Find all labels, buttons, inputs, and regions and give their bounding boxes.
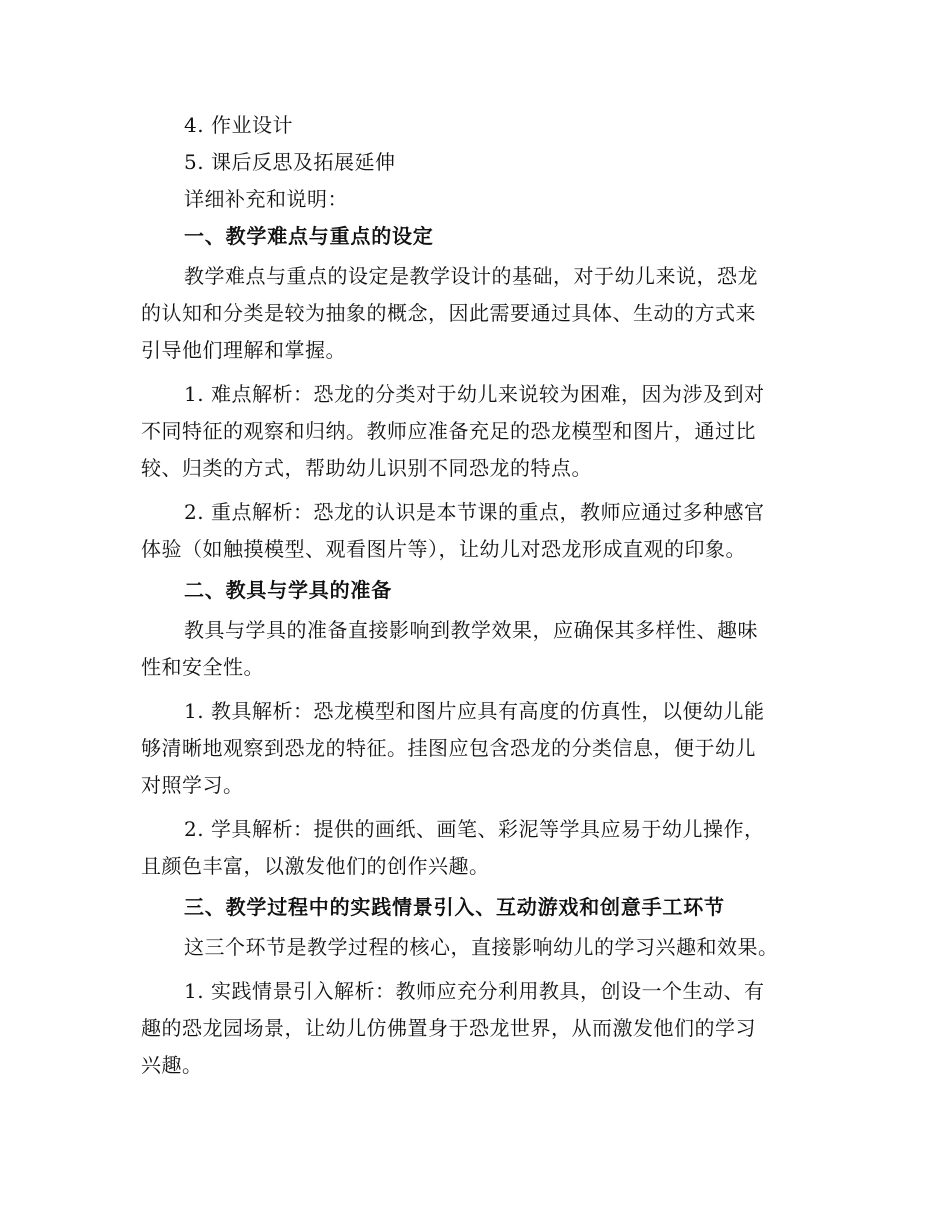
section-heading-2: 二、教具与学具的准备 xyxy=(184,578,392,602)
paragraph-line: 且颜色丰富，以激发他们的创作兴趣。 xyxy=(141,854,490,878)
paragraph-section3-intro xyxy=(141,929,806,966)
paragraph-line: 2. 重点解析：恐龙的认识是本节课的重点，教师应通过多种感官 xyxy=(184,500,765,524)
paragraph-line: 教学难点与重点的设定是教学设计的基础，对于幼儿来说，恐龙 xyxy=(184,264,758,288)
paragraph-line: 趣的恐龙园场景，让幼儿仿佛置身于恐龙世界，从而激发他们的学习 xyxy=(141,1016,756,1040)
list-item-reflection: 5. 课后反思及拓展延伸 xyxy=(184,150,396,174)
paragraph-line: 够清晰地观察到恐龙的特征。挂图应包含恐龙的分类信息，便于幼儿 xyxy=(141,736,756,760)
document-body xyxy=(141,110,806,1091)
paragraph-line: 1. 实践情景引入解析：教师应充分利用教具，创设一个生动、有 xyxy=(184,979,765,1003)
paragraph-line: 2. 学具解析：提供的画纸、画笔、彩泥等学具应易于幼儿操作， xyxy=(184,817,765,841)
intro-line: 详细补充和说明： xyxy=(184,187,348,211)
section-heading-1: 一、教学难点与重点的设定 xyxy=(184,224,434,248)
paragraph-line: 1. 难点解析：恐龙的分类对于幼儿来说较为困难，因为涉及到对 xyxy=(184,382,765,406)
paragraph-section1-intro xyxy=(141,258,806,369)
paragraph-learning-tools xyxy=(141,811,806,885)
paragraph-line: 教具与学具的准备直接影响到教学效果，应确保其多样性、趣味 xyxy=(184,618,758,642)
paragraph-difficulty xyxy=(141,376,806,487)
paragraph-line: 的认知和分类是较为抽象的概念，因此需要通过具体、生动的方式来 xyxy=(141,301,756,325)
paragraph-line: 较、归类的方式，帮助幼儿识别不同恐龙的特点。 xyxy=(141,456,592,480)
paragraph-line: 体验（如触摸模型、观看图片等），让幼儿对恐龙形成直观的印象。 xyxy=(141,537,746,561)
paragraph-line: 这三个环节是教学过程的核心，直接影响幼儿的学习兴趣和效果。 xyxy=(184,935,779,959)
paragraph-scenario-intro xyxy=(141,973,806,1084)
paragraph-line: 引导他们理解和掌握。 xyxy=(141,338,346,362)
paragraph-line: 不同特征的观察和归纳。教师应准备充足的恐龙模型和图片，通过比 xyxy=(141,419,756,443)
paragraph-line: 性和安全性。 xyxy=(141,655,264,679)
paragraph-key-point xyxy=(141,494,806,568)
paragraph-teaching-aids xyxy=(141,693,806,804)
section-heading-3: 三、教学过程中的实践情景引入、互动游戏和创意手工环节 xyxy=(184,895,725,919)
list-item-homework: 4. 作业设计 xyxy=(184,113,293,137)
paragraph-line: 兴趣。 xyxy=(141,1053,203,1077)
paragraph-line: 1. 教具解析：恐龙模型和图片应具有高度的仿真性，以便幼儿能 xyxy=(184,699,765,723)
paragraph-section2-intro xyxy=(141,612,806,686)
paragraph-line: 对照学习。 xyxy=(141,773,244,797)
